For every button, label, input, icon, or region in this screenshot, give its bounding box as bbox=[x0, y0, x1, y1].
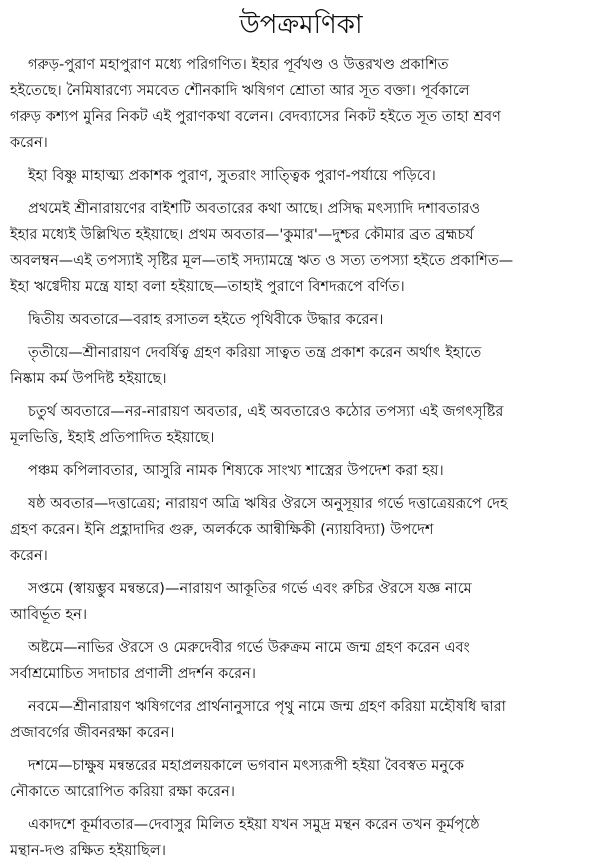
text-line: গরুড় কশ্যপ মুনির নিকট এই পুরাণকথা বলেন। বেদব্যাসের নিকট হইতে সূত তাহা শ্রবণ bbox=[10, 109, 501, 125]
paragraph bbox=[10, 196, 592, 300]
text-line: তৃতীয়ে—শ্রীনারায়ণ দেবর্ষিত্ব গ্রহণ করিয়া সাত্বত তন্ত্র প্রকাশ করেন অর্থাৎ ইহাতে bbox=[28, 345, 482, 361]
paragraph bbox=[10, 458, 592, 484]
document-body bbox=[10, 52, 592, 864]
text-line: দশমে—চাক্ষুষ মন্বন্তরের মহাপ্রলয়কালে ভগবান মৎস্যরূপী হইয়া বৈবস্বত মনুকে bbox=[28, 758, 465, 774]
text-line: গ্রহণ করেন। ইনি প্রহ্লাদাদির গুরু, অলর্ককে আন্বীক্ষিকী (ন্যায়বিদ্যা) উপদেশ bbox=[10, 522, 434, 538]
text-line: প্রজাবর্গের জীবনরক্ষা করেন। bbox=[10, 725, 175, 741]
text-line: করেন। bbox=[10, 548, 48, 564]
text-line: মন্থান-দণ্ড রক্ষিত হইয়াছিল। bbox=[10, 843, 166, 859]
text-line: গরুড়-পুরাণ মহাপুরাণ মধ্যে পরিগণিত। ইহার পূর্বখণ্ড ও উত্তরখণ্ড প্রকাশিত bbox=[28, 57, 449, 73]
page-title: উপক্রমণিকা bbox=[239, 10, 363, 40]
text-line: পঞ্চম কপিলাবতার, আসুরি নামক শিষ্যকে সাংখ্য শাস্ত্রের উপদেশ করা হয়। bbox=[28, 463, 444, 479]
text-line: সপ্তমে (স্বায়ম্ভুব মন্বন্তরে)—নারায়ণ আকূতির গর্ভে এবং রুচির ঔরসে যজ্ঞ নামে bbox=[28, 581, 472, 597]
paragraph bbox=[10, 307, 592, 333]
text-line: ষষ্ঠ অবতার—দত্তাত্রেয়; নারায়ণ অত্রি ঋষির ঔরসে অনুসূয়ার গর্ভে দত্তাত্রেয়রূপে দেহ bbox=[28, 496, 508, 512]
text-line: ইহা ঋগ্বেদীয় মন্ত্রে যাহা বলা হইয়াছে—তাহাই পুরাণে বিশদরূপে বর্ণিত। bbox=[10, 279, 405, 295]
text-line: নবমে—শ্রীনারায়ণ ঋষিগণের প্রার্থনানুসারে পৃথু নামে জন্ম গ্রহণ করিয়া মহৌষধি দ্বারা bbox=[28, 699, 506, 715]
paragraph bbox=[10, 399, 592, 451]
text-line: ইহার মধ্যেই উল্লিখিত হইয়াছে। প্রথম অবতার—'কুমার'—দুশ্চর কৌমার ব্রত ব্রহ্মচর্য bbox=[10, 227, 474, 243]
text-line: প্রথমেই শ্রীনারায়ণের বাইশটি অবতারের কথা আছে। প্রসিদ্ধ মৎস্যাদি দশাবতারও bbox=[28, 201, 481, 217]
paragraph bbox=[10, 163, 592, 189]
text-line: করেন। bbox=[10, 135, 48, 151]
text-line: মূলভিত্তি, ইহাই প্রতিপাদিত হইয়াছে। bbox=[10, 430, 215, 446]
text-line: একাদশে কূর্মাবতার—দেবাসুর মিলিত হইয়া যখন সমুদ্র মন্থন করেন তখন কূর্মপৃষ্ঠে bbox=[28, 817, 480, 833]
paragraph bbox=[10, 694, 592, 746]
text-line: চতুর্থ অবতারে—নর-নারায়ণ অবতার, এই অবতারেও কঠোর তপস্যা এই জগৎসৃষ্টির bbox=[28, 404, 504, 420]
paragraph bbox=[10, 576, 592, 628]
text-line: ইহা বিষ্ণু মাহাত্ম্য প্রকাশক পুরাণ, সুতরাং সাত্ত্বিক পুরাণ-পর্যায়ে পড়িবে। bbox=[28, 168, 436, 184]
text-line: দ্বিতীয় অবতারে—বরাহ রসাতল হইতে পৃথিবীকে উদ্ধার করেন। bbox=[28, 312, 384, 328]
paragraph bbox=[10, 491, 592, 569]
text-line: অবলম্বন—এই তপস্যাই সৃষ্টির মূল—তাই সদ্যামন্ত্রে ঋত ও সত্য তপস্যা হইতে প্রকাশিত— bbox=[10, 253, 514, 269]
text-line: নিষ্কাম কর্ম উপদিষ্ট হইয়াছে। bbox=[10, 371, 167, 387]
paragraph bbox=[10, 753, 592, 805]
paragraph bbox=[10, 812, 592, 864]
text-line: আবির্ভূত হন। bbox=[10, 607, 88, 623]
text-line: সর্বাশ্রমোচিত সদাচার প্রণালী প্রদর্শন করেন। bbox=[10, 666, 257, 682]
paragraph bbox=[10, 635, 592, 687]
paragraph bbox=[10, 340, 592, 392]
paragraph bbox=[10, 52, 592, 156]
text-line: হইতেছে। নৈমিষারণ্যে সমবেত শৌনকাদি ঋষিগণ শ্রোতা আর সূত বক্তা। পূর্বকালে bbox=[10, 83, 470, 99]
text-line: অষ্টমে—নাভির ঔরসে ও মেরুদেবীর গর্ভে উরুক্রম নামে জন্ম গ্রহণ করেন এবং bbox=[28, 640, 470, 656]
text-line: নৌকাতে আরোপিত করিয়া রক্ষা করেন। bbox=[10, 784, 236, 800]
